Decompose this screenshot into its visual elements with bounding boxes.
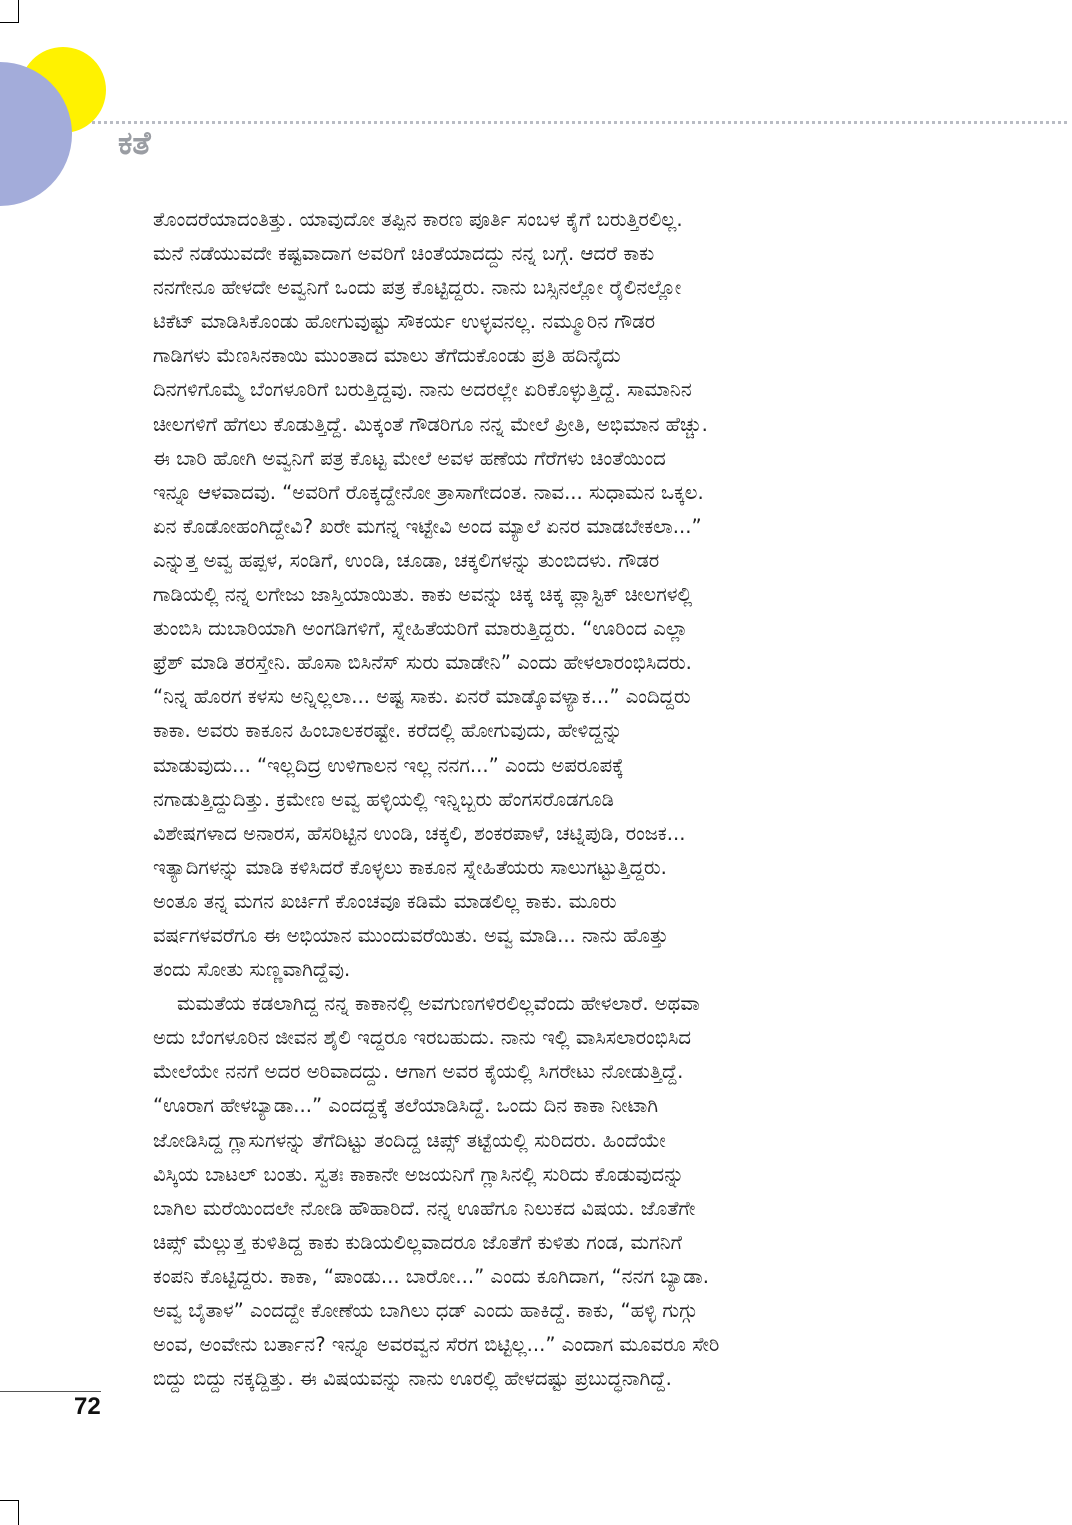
text-line: ಬಿದ್ದು ಬಿದ್ದು ನಕ್ಕದ್ದಿತ್ತು. ಈ ವಿಷಯವನ್ನು ನಾನು ಊರಲ್ಲಿ ಹೇಳದಷ್ಟು ಪ್ರಬುದ್ಧನಾಗಿದ್ದೆ. (153, 1367, 672, 1391)
text-line: ಅಂವ, ಅಂವೇನು ಬರ್ತಾನ? ಇನ್ನೂ ಅವರವ್ವನ ಸೆರಗ ಬಿಟ್ಟಿಲ್ಲ...” ಎಂದಾಗ ಮೂವರೂ ಸೇರಿ (153, 1333, 720, 1357)
text-line: ಟಿಕೆಟ್ ಮಾಡಿಸಿಕೊಂಡು ಹೋಗುವುಷ್ಟು ಸೌಕರ್ಯ ಉಳ್ಳವನಲ್ಲ. ನಮ್ಮೂರಿನ ಗೌಡರ (153, 310, 656, 334)
text-line: ತೊಂದರೆಯಾದಂತಿತ್ತು. ಯಾವುದೋ ತಪ್ಪಿನ ಕಾರಣ ಪೂರ್ತಿ ಸಂಬಳ ಕೈಗೆ ಬರುತ್ತಿರಲಿಲ್ಲ. (153, 208, 683, 231)
crop-mark-bottom-left (0, 1500, 19, 1501)
text-line: ಮೇಲೆಯೇ ನನಗೆ ಅದರ ಅರಿವಾದದ್ದು. ಆಗಾಗ ಅವರ ಕೈಯಲ್ಲಿ ಸಿಗರೇಟು ನೋಡುತ್ತಿದ್ದೆ. (153, 1060, 684, 1084)
text-line: ಇನ್ನೂ ಆಳವಾದವು. “ಅವರಿಗೆ ರೊಕ್ಕದ್ದೇನೋ ತ್ರಾಸಾಗೇದಂತ. ನಾವ... ಸುಧಾಮನ ಒಕ್ಕಲ. (153, 480, 704, 504)
text-line: ಗಾಡಿಯಲ್ಲಿ ನನ್ನ ಲಗೇಜು ಜಾಸ್ತಿಯಾಯಿತು. ಕಾಕು ಅವನ್ನು ಚಿಕ್ಕ ಚಿಕ್ಕ ಪ್ಲಾಸ್ಟಿಕ್ ಚೀಲಗಳಲ್ಲಿ (153, 583, 693, 607)
dotted-rule (92, 121, 1067, 124)
text-line: ಏನ ಕೊಡೋಹಂಗಿದ್ದೇವಿ? ಖರೇ ಮಗನ್ನ ಇಟ್ಟೇವಿ ಅಂದ ಮ್ಯಾಲೆ ಏನರ ಮಾಡಬೇಕಲಾ...” (153, 514, 702, 538)
text-line: ಈ ಬಾರಿ ಹೋಗಿ ಅವ್ವನಿಗೆ ಪತ್ರ ಕೊಟ್ಟ ಮೇಲೆ ಅವಳ ಹಣೆಯ ಗೆರೆಗಳು ಚಿಂತೆಯಿಂದ (153, 446, 666, 470)
text-line: ಅದು ಬೆಂಗಳೂರಿನ ಜೀವನ ಶೈಲಿ ಇದ್ದರೂ ಇರಬಹುದು. ನಾನು ಇಲ್ಲಿ ವಾಸಿಸಲಾರಂಭಿಸಿದ (153, 1026, 692, 1050)
text-line: ಜೋಡಿಸಿದ್ದ ಗ್ಲಾಸುಗಳನ್ನು ತೆಗೆದಿಟ್ಟು ತಂದಿದ್ದ ಚಿಪ್ಸ್ ತಟ್ಟೆಯಲ್ಲಿ ಸುರಿದರು. ಹಿಂದೆಯೇ (153, 1128, 666, 1152)
text-line: ವಿಸ್ಕಿಯ ಬಾಟಲ್ ಬಂತು. ಸ್ವತಃ ಕಾಕಾನೇ ಅಜಯನಿಗೆ ಗ್ಲಾಸಿನಲ್ಲಿ ಸುರಿದು ಕೊಡುವುದನ್ನು (153, 1162, 684, 1186)
text-line: ಕಂಪನಿ ಕೊಟ್ಟಿದ್ದರು. ಕಾಕಾ, “ಪಾಂಡು... ಬಾರೋ...” ಎಂದು ಕೂಗಿದಾಗ, “ನನಗ ಬ್ಯಾಡಾ. (153, 1264, 709, 1288)
text-line: ಮನೆ ನಡೆಯುವದೇ ಕಷ್ಟವಾದಾಗ ಅವರಿಗೆ ಚಿಂತೆಯಾದದ್ದು ನನ್ನ ಬಗ್ಗೆ. ಆದರೆ ಕಾಕು (153, 242, 655, 266)
text-line: ಮಾಡುವುದು... “ಇಲ್ಲದಿದ್ರ ಉಳಿಗಾಲನ ಇಲ್ಲ ನನಗ...” ಎಂದು ಅಪರೂಪಕ್ಕೆ (153, 753, 624, 777)
section-label: ಕತೆ (118, 124, 151, 162)
text-line: “ಊರಾಗ ಹೇಳಬ್ಯಾಡಾ...” ಎಂದದ್ದಕ್ಕೆ ತಲೆಯಾಡಿಸಿದ್ದೆ. ಒಂದು ದಿನ ಕಾಕಾ ನೀಟಾಗಿ (153, 1094, 659, 1118)
folio-rule (0, 1391, 101, 1392)
text-line: ಚಿಪ್ಸ್ ಮೆಲ್ಲುತ್ತ ಕುಳಿತಿದ್ದ ಕಾಕು ಕುಡಿಯಲಿಲ್ಲವಾದರೂ ಜೊತೆಗೆ ಕುಳಿತು ಗಂಡ, ಮಗನಿಗೆ (153, 1230, 682, 1254)
text-line: ವಿಶೇಷಗಳಾದ ಅನಾರಸ, ಹೆಸರಿಟ್ಟಿನ ಉಂಡಿ, ಚಕ್ಕಲಿ, ಶಂಕರಪಾಳೆ, ಚಟ್ನಿಪುಡಿ, ರಂಜಕ... (153, 821, 686, 845)
text-line: ವರ್ಷಗಳವರೆಗೂ ಈ ಅಭಿಯಾನ ಮುಂದುವರೆಯಿತು. ಅವ್ವ ಮಾಡಿ... ನಾನು ಹೊತ್ತು (153, 923, 669, 947)
text-line: ಕಾಕಾ. ಅವರು ಕಾಕೂನ ಹಿಂಬಾಲಕರಷ್ಟೇ. ಕರೆದಲ್ಲಿ ಹೋಗುವುದು, ಹೇಳಿದ್ದನ್ನು (153, 719, 623, 743)
text-line: ಅಂತೂ ತನ್ನ ಮಗನ ಖರ್ಚಿಗೆ ಕೊಂಚವೂ ಕಡಿಮೆ ಮಾಡಲಿಲ್ಲ ಕಾಕು. ಮೂರು (153, 889, 617, 913)
story-body (153, 203, 905, 1396)
text-line: ನನಗೇನೂ ಹೇಳದೇ ಅವ್ವನಿಗೆ ಒಂದು ಪತ್ರ ಕೊಟ್ಟಿದ್ದರು. ನಾನು ಬಸ್ಸಿನಲ್ಲೋ ರೈಲಿನಲ್ಲೋ (153, 276, 682, 300)
text-line: ಎನ್ನುತ್ತ ಅವ್ವ ಹಪ್ಪಳ, ಸಂಡಿಗೆ, ಉಂಡಿ, ಚೂಡಾ, ಚಕ್ಕಲಿಗಳನ್ನು ತುಂಬಿದಳು. ಗೌಡರ (153, 548, 660, 572)
text-line: ತಂದು ಸೋತು ಸುಣ್ಣವಾಗಿದ್ದೆವು. (153, 958, 351, 982)
text-line: ಗಾಡಿಗಳು ಮೆಣಸಿನಕಾಯಿ ಮುಂತಾದ ಮಾಲು ತೆಗೆದುಕೊಂಡು ಪ್ರತಿ ಹದಿನೈದು (153, 344, 621, 368)
text-line: ದಿನಗಳಿಗೊಮ್ಮೆ ಬೆಂಗಳೂರಿಗೆ ಬರುತ್ತಿದ್ದವು. ನಾನು ಅದರಲ್ಲೇ ಏರಿಕೊಳ್ಳುತ್ತಿದ್ದೆ. ಸಾಮಾನಿನ (153, 378, 692, 402)
crop-mark-bottom-left (18, 1500, 19, 1525)
paragraph-first-line: ಮಮತೆಯ ಕಡಲಾಗಿದ್ದ ನನ್ನ ಕಾಕಾನಲ್ಲಿ ಅವಗುಣಗಳಿರಲಿಲ್ಲವೆಂದು ಹೇಳಲಾರೆ. ಅಥವಾ (177, 992, 700, 1016)
decorative-circles (0, 0, 140, 220)
text-line: ಬಾಗಿಲ ಮರೆಯಿಂದಲೇ ನೋಡಿ ಹೌಹಾರಿದೆ. ನನ್ನ ಊಹೆಗೂ ನಿಲುಕದ ವಿಷಯ. ಜೊತೆಗೇ (153, 1196, 696, 1220)
text-line: ತುಂಬಿಸಿ ದುಬಾರಿಯಾಗಿ ಅಂಗಡಿಗಳಿಗೆ, ಸ್ನೇಹಿತೆಯರಿಗೆ ಮಾರುತ್ತಿದ್ದರು. “ಊರಿಂದ ಎಲ್ಲಾ (153, 617, 688, 641)
page-number: 72 (74, 1393, 101, 1420)
text-line: ಅವ್ವ ಬೈತಾಳ” ಎಂದದ್ದೇ ಕೋಣೆಯ ಬಾಗಿಲು ಧಡ್ ಎಂದು ಹಾಕಿದ್ದೆ. ಕಾಕು, “ಹಳ್ಳಿ ಗುಗ್ಗು (153, 1299, 698, 1322)
text-line: ಚೀಲಗಳಿಗೆ ಹೆಗಲು ಕೊಡುತ್ತಿದ್ದೆ. ಮಿಕ್ಕಂತೆ ಗೌಡರಿಗೂ ನನ್ನ ಮೇಲೆ ಪ್ರೀತಿ, ಅಭಿಮಾನ ಹೆಚ್ಚು. (153, 412, 708, 436)
text-line: ಇತ್ಯಾದಿಗಳನ್ನು ಮಾಡಿ ಕಳಿಸಿದರೆ ಕೊಳ್ಳಲು ಕಾಕೂನ ಸ್ನೇಹಿತೆಯರು ಸಾಲುಗಟ್ಟುತ್ತಿದ್ದರು. (153, 855, 667, 879)
text-line: ಫ್ರೆಶ್ ಮಾಡಿ ತರಸ್ತೇನಿ. ಹೊಸಾ ಬಿಸಿನೆಸ್ ಸುರು ಮಾಡೇನಿ” ಎಂದು ಹೇಳಲಾರಂಭಿಸಿದರು. (153, 651, 692, 675)
text-line: ನಗಾಡುತ್ತಿದ್ದುದಿತ್ತು. ಕ್ರಮೇಣ ಅವ್ವ ಹಳ್ಳಿಯಲ್ಲಿ ಇನ್ನಿಬ್ಬರು ಹೆಂಗಸರೊಡಗೂಡಿ (153, 787, 615, 811)
text-line: “ನಿನ್ನ ಹೊರಗ ಕಳಸು ಅನ್ನಿಲ್ಲಲಾ... ಅಷ್ಟ ಸಾಕು. ಏನರೆ ಮಾಡ್ಕೊವಳ್ಯಾಕ...” ಎಂದಿದ್ದರು (153, 685, 691, 709)
